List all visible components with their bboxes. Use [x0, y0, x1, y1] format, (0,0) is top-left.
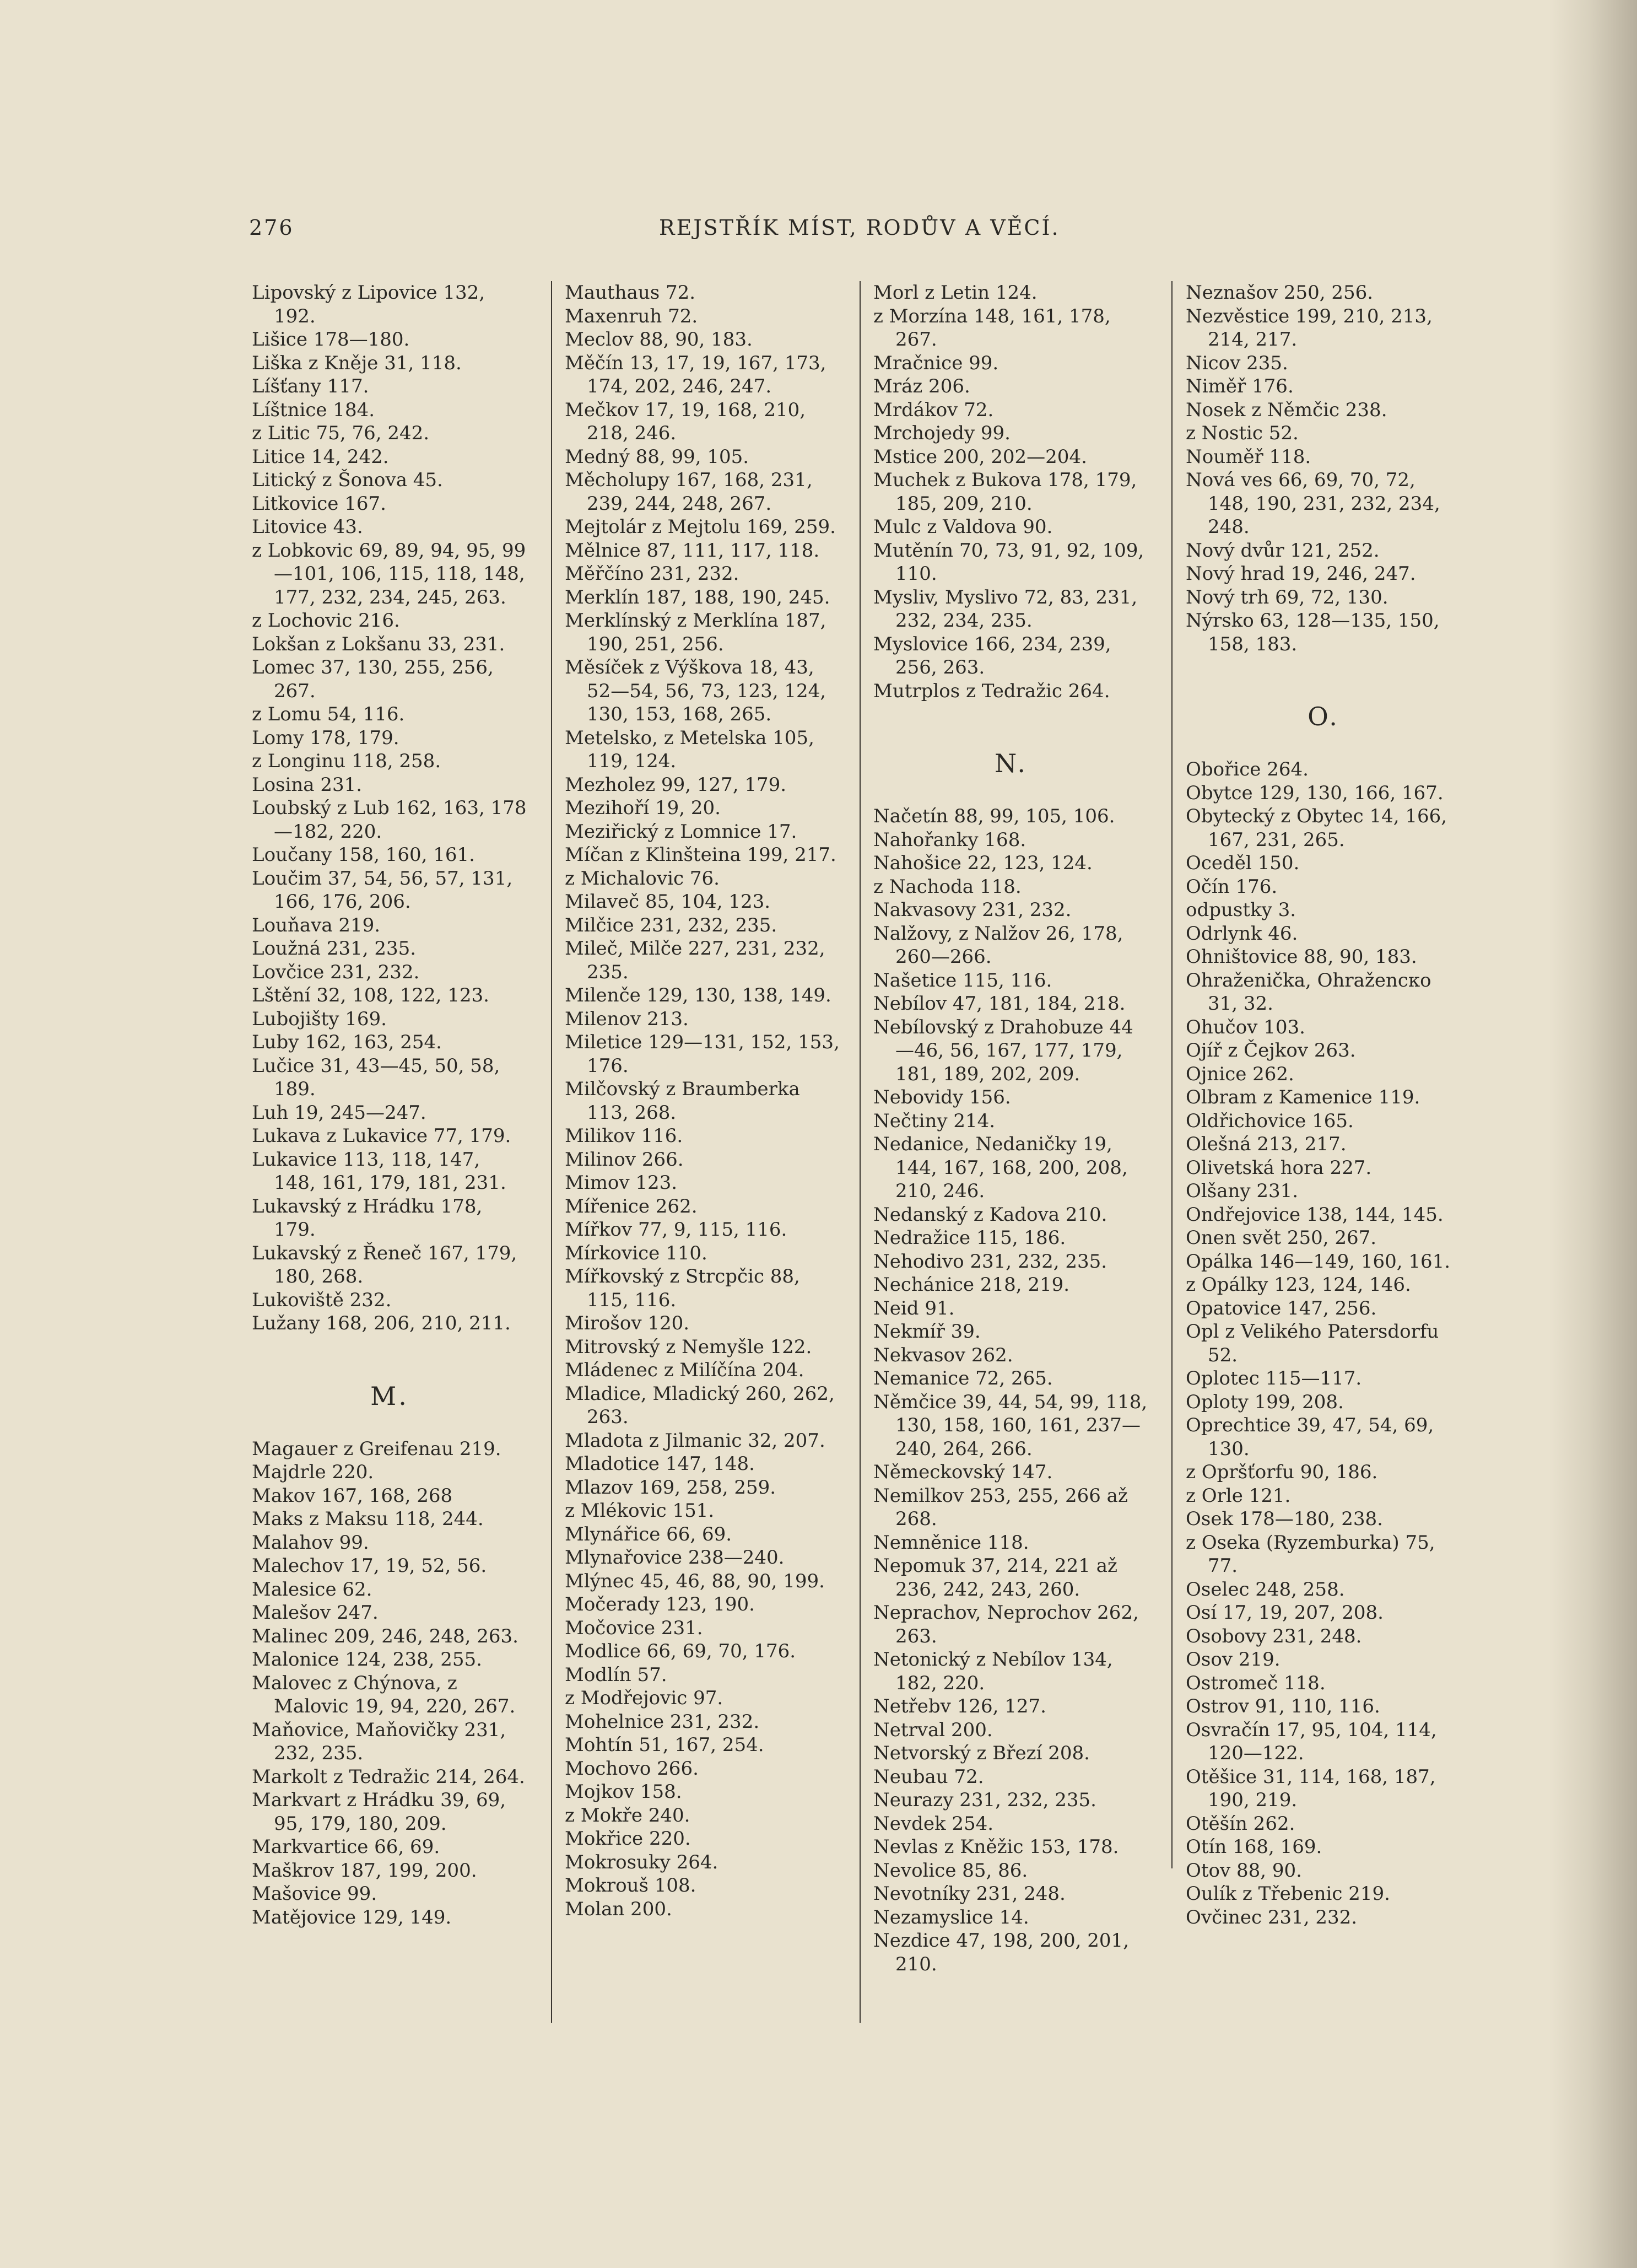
page-title: REJSTŘÍK MÍST, RODŮV A VĚCÍ.: [659, 216, 1060, 240]
index-entry: Nevolice 85, 86.: [873, 1859, 1028, 1882]
index-entry: Litovice 43.: [252, 516, 363, 538]
index-entry: z Mlékovic 151.: [565, 1500, 715, 1522]
index-entry: Ojnice 262.: [1186, 1063, 1294, 1085]
index-entry: Mauthaus 72.: [565, 282, 696, 304]
index-entry: Nebílov 47, 181, 184, 218.: [873, 993, 1126, 1015]
index-entry: Nový dvůr 121, 252.: [1186, 539, 1380, 562]
index-entry: Ohništovice 88, 90, 183.: [1186, 946, 1417, 968]
index-entry: Mrchojedy 99.: [873, 422, 1011, 444]
index-entry: Morl z Letin 124.: [873, 282, 1038, 304]
index-entry: Olšany 231.: [1186, 1180, 1299, 1202]
index-entry: Osek 178—180, 238.: [1186, 1508, 1383, 1530]
index-entry: Olivetská hora 227.: [1186, 1156, 1372, 1179]
index-entry: Mohelnice 231, 232.: [565, 1710, 760, 1733]
index-entry: Nahošice 22, 123, 124.: [873, 852, 1093, 874]
index-entry: Nýrsko 63, 128—135, 150, 158, 183.: [1186, 610, 1440, 655]
index-entry: Nehodivo 231, 232, 235.: [873, 1250, 1107, 1273]
index-entry: Nemněnice 118.: [873, 1531, 1029, 1554]
index-entry: Oploty 199, 208.: [1186, 1391, 1344, 1413]
running-head: [249, 211, 1268, 244]
index-entry: Nekmíř 39.: [873, 1321, 981, 1343]
index-entry: Meziřický z Lomnice 17.: [565, 820, 797, 843]
index-entry: Lštění 32, 108, 122, 123.: [252, 984, 489, 1006]
index-entry: Lokšan z Lokšanu 33, 231.: [252, 633, 505, 655]
index-entry: Nevlas z Kněžic 153, 178.: [873, 1836, 1119, 1858]
index-entry: Lukavský z Hrádku 178, 179.: [252, 1195, 483, 1241]
index-entry: Mokrosuky 264.: [565, 1851, 718, 1873]
index-entry: Mutěnín 70, 73, 91, 92, 109, 110.: [873, 539, 1144, 585]
index-entry: Ostromeč 118.: [1186, 1672, 1326, 1694]
index-entry: Oplotec 115—117.: [1186, 1367, 1362, 1389]
index-entry: Osí 17, 19, 207, 208.: [1186, 1602, 1384, 1624]
index-column-3: [873, 281, 1149, 1976]
index-entry: Mladotice 147, 148.: [565, 1453, 755, 1475]
index-entry: Mířkovský z Strcpčic 88, 115, 116.: [565, 1265, 800, 1311]
index-entry: Otěšín 262.: [1186, 1812, 1295, 1835]
index-entry: Mlýnec 45, 46, 88, 90, 199.: [565, 1570, 825, 1592]
index-entry: Mirošov 120.: [565, 1312, 690, 1334]
index-entry: Lišice 178—180.: [252, 328, 410, 351]
index-entry: Měcholupy 167, 168, 231, 239, 244, 248, 267.: [565, 469, 813, 515]
index-entry: Nedražice 115, 186.: [873, 1227, 1066, 1249]
index-entry: Muchek z Bukova 178, 179, 185, 209, 210.: [873, 469, 1137, 515]
index-entry: Míčan z Klinšteina 199, 217.: [565, 844, 836, 866]
index-entry: Lipovský z Lipovice 132, 192.: [252, 282, 485, 327]
index-entry: Ojíř z Čejkov 263.: [1186, 1039, 1356, 1062]
index-entry: Oselec 248, 258.: [1186, 1578, 1345, 1601]
index-entry: Milikov 116.: [565, 1125, 683, 1147]
index-entry: Mlazov 169, 258, 259.: [565, 1476, 776, 1499]
index-entry: Malinec 209, 246, 248, 263.: [252, 1625, 518, 1647]
index-entry: Nebílovský z Drahobuze 44—46, 56, 167, 177, 179, 181, 189, 202, 209.: [873, 1016, 1133, 1085]
index-column-4: [1186, 281, 1461, 1929]
index-entry: Neprachov, Neprochov 262, 263.: [873, 1602, 1139, 1647]
index-entry: Mutrplos z Tedražic 264.: [873, 680, 1110, 702]
index-entry: Louňava 219.: [252, 914, 381, 936]
index-entry: z Modřejovic 97.: [565, 1687, 723, 1709]
index-entry: Nepomuk 37, 214, 221 až 236, 242, 243, 260.: [873, 1555, 1117, 1601]
index-entry: Markvart z Hrádku 39, 69, 95, 179, 180, 209.: [252, 1789, 506, 1835]
index-entry: Litický z Šonova 45.: [252, 469, 443, 491]
index-entry: Maxenruh 72.: [565, 305, 698, 327]
index-entry: Netvorský z Březí 208.: [873, 1742, 1090, 1764]
index-entry: Nouměř 118.: [1186, 445, 1311, 468]
index-entry: Milenče 129, 130, 138, 149.: [565, 984, 831, 1006]
index-entry: z Orle 121.: [1186, 1484, 1291, 1507]
index-entry: Lukavský z Řeneč 167, 179, 180, 268.: [252, 1242, 517, 1287]
index-column-1: [252, 281, 527, 1929]
index-entry: Mlynařovice 238—240.: [565, 1547, 785, 1569]
index-entry: Mladice, Mladický 260, 262, 263.: [565, 1382, 835, 1428]
index-entry: Nosek z Němčic 238.: [1186, 398, 1387, 421]
index-entry: Mělnice 87, 111, 117, 118.: [565, 539, 820, 562]
index-entry: Opl z Velikého Patersdorfu 52.: [1186, 1321, 1439, 1366]
index-entry: Německovský 147.: [873, 1461, 1053, 1483]
index-entry: Nebovidy 156.: [873, 1086, 1011, 1108]
page-number: 276: [249, 216, 294, 240]
index-entry: Markolt z Tedražic 214, 264.: [252, 1765, 525, 1788]
index-entry: Milinov 266.: [565, 1148, 684, 1171]
index-entry: Majdrle 220.: [252, 1461, 374, 1483]
index-entry: z Nachoda 118.: [873, 875, 1022, 898]
index-entry: Nicov 235.: [1186, 352, 1288, 374]
index-entry: Miletice 129—131, 152, 153, 176.: [565, 1031, 840, 1077]
index-entry: Oulík z Třebenic 219.: [1186, 1883, 1390, 1905]
index-entry: Loužná 231, 235.: [252, 938, 417, 960]
index-entry: Olešná 213, 217.: [1186, 1133, 1347, 1155]
index-entry: Němčice 39, 44, 54, 99, 118, 130, 158, 160, 161, 237—240, 264, 266.: [873, 1391, 1148, 1460]
index-entry: Mejtolár z Mejtolu 169, 259.: [565, 516, 836, 538]
index-entry: Nekvasov 262.: [873, 1344, 1013, 1366]
index-column-2: [565, 281, 840, 1921]
index-entry: Mrdákov 72.: [873, 398, 994, 421]
index-entry: Obytce 129, 130, 166, 167.: [1186, 782, 1444, 804]
index-entry: Mstice 200, 202—204.: [873, 445, 1087, 468]
index-entry: Olbram z Kamenice 119.: [1186, 1086, 1420, 1108]
index-entry: Nová ves 66, 69, 70, 72, 148, 190, 231, 232, 234, 248.: [1186, 469, 1440, 538]
index-entry: Otov 88, 90.: [1186, 1859, 1302, 1882]
index-entry: Lukoviště 232.: [252, 1289, 392, 1311]
index-entry: Nahořanky 168.: [873, 828, 1026, 851]
index-entry: Litkovice 167.: [252, 492, 386, 515]
index-entry: Obytecký z Obytec 14, 166, 167, 231, 265.: [1186, 805, 1447, 851]
index-entry: Ovčinec 231, 232.: [1186, 1906, 1358, 1928]
index-entry: odpustky 3.: [1186, 899, 1296, 921]
index-entry: Nakvasovy 231, 232.: [873, 899, 1072, 921]
index-entry: Modlín 57.: [565, 1663, 667, 1686]
index-entry: Mysliv, Myslivo 72, 83, 231, 232, 234, 235.: [873, 586, 1138, 632]
index-entry: Netřebv 126, 127.: [873, 1695, 1046, 1717]
index-entry: Našetice 115, 116.: [873, 969, 1052, 992]
index-entry: Nevotníky 231, 248.: [873, 1883, 1066, 1905]
index-entry: Očín 176.: [1186, 875, 1278, 898]
index-entry: Mráz 206.: [873, 375, 970, 397]
index-entry: Lučice 31, 43—45, 50, 58, 189.: [252, 1054, 500, 1100]
index-entry: Loubský z Lub 162, 163, 178—182, 220.: [252, 797, 527, 843]
index-entry: z Longinu 118, 258.: [252, 750, 441, 772]
index-entry: Mašovice 99.: [252, 1883, 377, 1905]
index-entry: Meclov 88, 90, 183.: [565, 328, 753, 351]
index-entry: Močerady 123, 190.: [565, 1593, 755, 1615]
index-entry: Obořice 264.: [1186, 758, 1309, 780]
index-entry: z Lomu 54, 116.: [252, 703, 405, 725]
index-entry: Loučim 37, 54, 56, 57, 131, 166, 176, 206.: [252, 867, 513, 913]
section-letter-heading: N.: [995, 748, 1028, 778]
index-entry: Lukava z Lukavice 77, 179.: [252, 1125, 511, 1147]
index-entry: Lomy 178, 179.: [252, 726, 399, 749]
index-entry: Netonický z Nebílov 134, 182, 220.: [873, 1649, 1113, 1694]
index-entry: Osov 219.: [1186, 1649, 1281, 1671]
index-entry: Nedanský z Kadova 210.: [873, 1203, 1107, 1226]
index-entry: Nedanice, Nedaničky 19, 144, 167, 168, 200, 208, 210, 246.: [873, 1133, 1128, 1202]
index-entry: Mlynářice 66, 69.: [565, 1523, 732, 1545]
index-entry: Nečtiny 214.: [873, 1109, 996, 1132]
index-entry: Líšťany 117.: [252, 375, 369, 397]
section-letter-heading: M.: [370, 1381, 409, 1411]
index-entry: z Opálky 123, 124, 146.: [1186, 1274, 1411, 1296]
index-entry: Načetín 88, 99, 105, 106.: [873, 805, 1115, 827]
index-entry: Molan 200.: [565, 1898, 672, 1920]
index-entry: Mládenec z Milíčína 204.: [565, 1359, 804, 1381]
index-entry: Mochovo 266.: [565, 1757, 699, 1780]
book-binding-shadow: [1549, 0, 1637, 2268]
index-entry: Ohraženička, Ohraženско 31, 32.: [1186, 969, 1431, 1015]
index-entry: Nechánice 218, 219.: [873, 1274, 1070, 1296]
index-entry: Oceděl 150.: [1186, 852, 1300, 874]
index-entry: Otěšice 31, 114, 168, 187, 190, 219.: [1186, 1765, 1436, 1811]
index-entry: Měsíček z Výškova 18, 43, 52—54, 56, 73, 123, 124, 130, 153, 168, 265.: [565, 656, 826, 725]
index-entry: Neurazy 231, 232, 235.: [873, 1789, 1096, 1811]
column-divider: [1171, 281, 1173, 1868]
index-entry: Osvračín 17, 95, 104, 114, 120—122.: [1186, 1718, 1437, 1764]
index-entry: Nezdice 47, 198, 200, 201, 210.: [873, 1930, 1129, 1975]
index-entry: Neubau 72.: [873, 1765, 984, 1788]
index-entry: Lovčice 231, 232.: [252, 961, 420, 983]
index-entry: Mulc z Valdova 90.: [873, 516, 1053, 538]
index-entry: Lomec 37, 130, 255, 256, 267.: [252, 656, 494, 702]
index-entry: Modlice 66, 69, 70, 176.: [565, 1640, 796, 1662]
index-entry: Onen svět 250, 267.: [1186, 1227, 1377, 1249]
index-entry: Metelsko, z Metelska 105, 119, 124.: [565, 726, 814, 772]
index-entry: Oldřichovice 165.: [1186, 1109, 1354, 1132]
index-entry: Nový hrad 19, 246, 247.: [1186, 563, 1416, 585]
index-entry: Ondřejovice 138, 144, 145.: [1186, 1203, 1444, 1226]
index-entry: Milaveč 85, 104, 123.: [565, 891, 771, 913]
index-entry: Loučany 158, 160, 161.: [252, 844, 475, 866]
index-entry: z Lochovic 216.: [252, 610, 400, 632]
index-entry: Luby 162, 163, 254.: [252, 1031, 442, 1053]
index-entry: Niměř 176.: [1186, 375, 1294, 397]
index-entry: z Opršťorfu 90, 186.: [1186, 1461, 1378, 1483]
column-divider: [860, 281, 861, 2023]
index-entry: Lubojišty 169.: [252, 1008, 387, 1030]
index-entry: Litice 14, 242.: [252, 445, 389, 468]
index-entry: Nezvěstice 199, 210, 213, 214, 217.: [1186, 305, 1433, 351]
index-entry: Mojkov 158.: [565, 1781, 682, 1803]
index-entry: Maškrov 187, 199, 200.: [252, 1859, 477, 1882]
index-entry: z Nostic 52.: [1186, 422, 1299, 444]
index-entry: Nalžovy, z Nalžov 26, 178, 260—266.: [873, 922, 1123, 968]
index-entry: Malesice 62.: [252, 1578, 372, 1601]
index-entry: Mimov 123.: [565, 1172, 678, 1194]
index-entry: Malovec z Chýnova, z Malovic 19, 94, 220, 267.: [252, 1672, 516, 1717]
index-entry: Otín 168, 169.: [1186, 1836, 1322, 1858]
section-letter-heading: O.: [1308, 702, 1339, 731]
index-entry: Makov 167, 168, 268: [252, 1484, 453, 1507]
index-entry: Lukavice 113, 118, 147, 148, 161, 179, 181, 231.: [252, 1148, 506, 1194]
index-entry: Mileč, Milče 227, 231, 232, 235.: [565, 938, 825, 983]
index-entry: Líštnice 184.: [252, 398, 375, 421]
index-entry: Milčovský z Braumberka 113, 268.: [565, 1078, 800, 1124]
index-entry: Měčín 13, 17, 19, 167, 173, 174, 202, 246, 247.: [565, 352, 826, 397]
index-entry: Markvartice 66, 69.: [252, 1836, 440, 1858]
index-entry: Mezihoří 19, 20.: [565, 797, 721, 819]
index-entry: Odrlynk 46.: [1186, 922, 1298, 945]
index-entry: z Mokře 240.: [565, 1804, 690, 1827]
index-entry: Mokřice 220.: [565, 1828, 691, 1850]
index-entry: Netrval 200.: [873, 1718, 993, 1741]
index-entry: Milčice 231, 232, 235.: [565, 914, 777, 936]
index-entry: Magauer z Greifenau 219.: [252, 1437, 501, 1460]
index-entry: z Lobkovic 69, 89, 94, 95, 99—101, 106, 115, 118, 148, 177, 232, 234, 245, 263.: [252, 539, 526, 608]
column-divider: [551, 281, 552, 2023]
index-entry: Mohtín 51, 167, 254.: [565, 1734, 764, 1756]
index-entry: Měřčíno 231, 232.: [565, 563, 739, 585]
index-entry: z Morzína 148, 161, 178, 267.: [873, 305, 1111, 351]
index-entry: Medný 88, 99, 105.: [565, 445, 749, 468]
index-entry: Mečkov 17, 19, 168, 210, 218, 246.: [565, 398, 806, 444]
index-entry: Malechov 17, 19, 52, 56.: [252, 1555, 487, 1577]
index-entry: Malahov 99.: [252, 1531, 369, 1554]
index-entry: Nemilkov 253, 255, 266 až 268.: [873, 1484, 1128, 1530]
index-entry: Malonice 124, 238, 255.: [252, 1649, 482, 1671]
index-entry: Maňovice, Maňovičky 231, 232, 235.: [252, 1718, 506, 1764]
index-entry: Mezholez 99, 127, 179.: [565, 773, 787, 796]
index-entry: Liška z Kněje 31, 118.: [252, 352, 462, 374]
index-entry: Nevdek 254.: [873, 1812, 994, 1835]
index-entry: Malešov 247.: [252, 1602, 379, 1624]
index-entry: Nemanice 72, 265.: [873, 1367, 1053, 1389]
index-entry: Nezamyslice 14.: [873, 1906, 1029, 1928]
index-entry: Osobovy 231, 248.: [1186, 1625, 1362, 1647]
index-entry: Maks z Maksu 118, 244.: [252, 1508, 484, 1530]
index-entry: z Michalovic 76.: [565, 867, 720, 890]
index-entry: Oprechtice 39, 47, 54, 69, 130.: [1186, 1414, 1434, 1460]
index-entry: Mračnice 99.: [873, 352, 999, 374]
index-entry: Močovice 231.: [565, 1617, 703, 1639]
index-entry: Lužany 168, 206, 210, 211.: [252, 1312, 511, 1334]
index-entry: Opatovice 147, 256.: [1186, 1297, 1377, 1319]
index-entry: Merklín 187, 188, 190, 245.: [565, 586, 830, 608]
index-entry: Luh 19, 245—247.: [252, 1101, 426, 1124]
index-entry: Ostrov 91, 110, 116.: [1186, 1695, 1380, 1717]
index-entry: Nový trh 69, 72, 130.: [1186, 586, 1389, 608]
index-entry: Mokrouš 108.: [565, 1874, 696, 1897]
index-entry: Neznašov 250, 256.: [1186, 282, 1374, 304]
index-entry: Mírkovice 110.: [565, 1242, 707, 1264]
index-entry: Losina 231.: [252, 773, 363, 796]
index-entry: Ohučov 103.: [1186, 1016, 1305, 1038]
index-entry: Myslovice 166, 234, 239, 256, 263.: [873, 633, 1111, 678]
index-entry: Mladota z Jilmanic 32, 207.: [565, 1429, 825, 1452]
index-entry: z Litic 75, 76, 242.: [252, 422, 430, 444]
index-entry: z Oseka (Ryzemburka) 75, 77.: [1186, 1531, 1435, 1577]
index-entry: Mířenice 262.: [565, 1195, 698, 1217]
index-entry: Milenov 213.: [565, 1008, 689, 1030]
index-entry: Mířkov 77, 9, 115, 116.: [565, 1219, 787, 1241]
index-entry: Merklínský z Merklína 187, 190, 251, 256.: [565, 610, 826, 655]
index-entry: Matějovice 129, 149.: [252, 1906, 452, 1928]
index-entry: Neid 91.: [873, 1297, 955, 1319]
index-entry: Mitrovský z Nemyšle 122.: [565, 1335, 812, 1358]
index-entry: Opálka 146—149, 160, 161.: [1186, 1250, 1451, 1273]
